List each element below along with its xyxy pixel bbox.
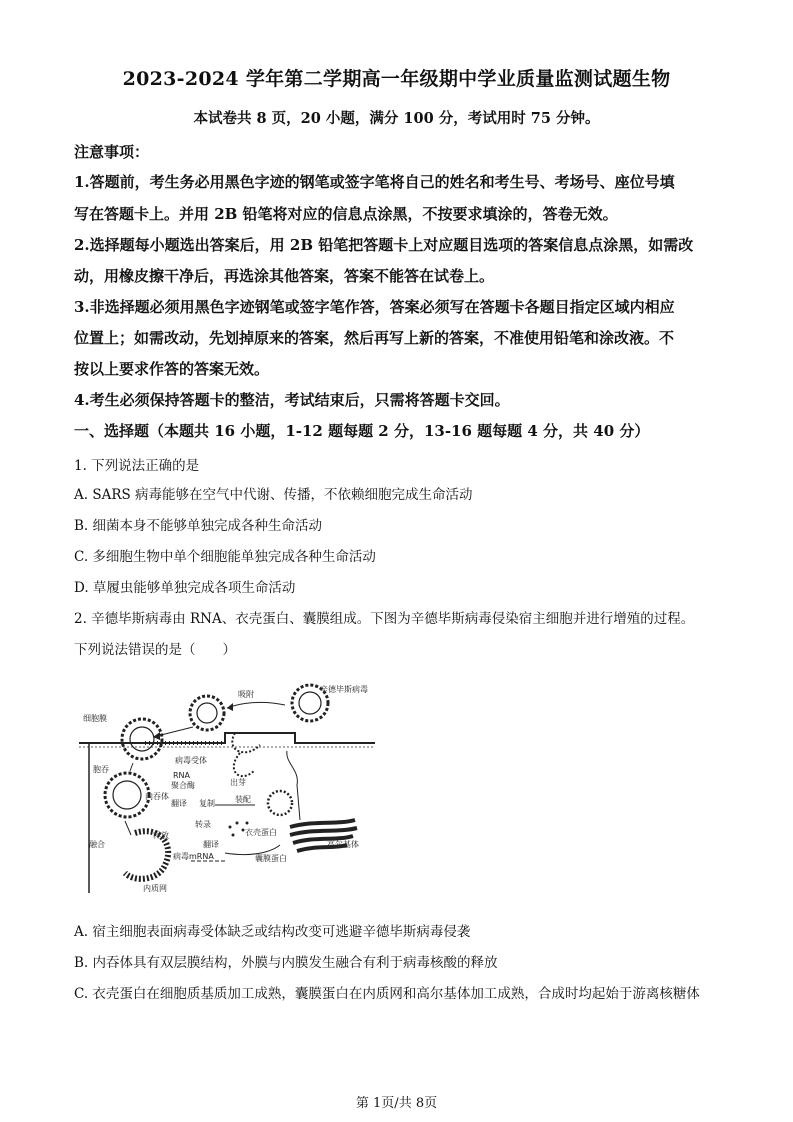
label-fusion: 融合 [89,840,105,849]
label-cell-membrane: 细胞膜 [83,714,107,723]
note-line: 3.非选择题必须用黑色字迹钢笔或签字笔作答，答案必须写在答题卡各题目指定区域内相应 [74,298,675,316]
question-2-stem-cont: 下列说法错误的是（ ） [74,642,236,658]
exam-subtitle: 本试卷共 8 页，20 小题，满分 100 分，考试用时 75 分钟。 [193,110,600,127]
label-endosome: 内吞体 [145,792,169,801]
adsorption-arrow [227,702,285,708]
endocytosis-arrow [130,763,133,771]
label-capsid-protein: 衣壳蛋白 [245,828,277,837]
label-replicase: 聚合酶 [171,781,195,790]
endosome-core-icon [113,781,141,809]
question-2-stem: 2. 辛德毕斯病毒由 RNA、衣壳蛋白、囊膜组成。下图为辛德毕斯病毒侵染宿主细胞并进行增殖的过程。 [74,611,695,627]
note-line: 写在答题卡上。并用 2B 铅笔将对应的信息点涂黑，不按要求填涂的，答卷无效。 [74,205,618,223]
arrowhead-icon [227,703,233,711]
endosome-icon [105,773,149,817]
page-number: 第 1页/共 8页 [355,1096,438,1111]
note-line: 动，用橡皮擦干净后，再选涂其他答案，答案不能答在试卷上。 [74,267,495,285]
note-line: 4.考生必须保持答题卡的整洁，考试结束后，只需将答题卡交回。 [74,391,510,409]
note-line: 按以上要求作答的答案无效。 [74,360,270,378]
virus-adsorbing-core-icon [197,703,217,723]
question-2-option-b: B. 内吞体具有双层膜结构，外膜与内膜发生融合有利于病毒核酸的释放 [74,955,498,971]
label-envelope-protein: 囊膜蛋白 [255,854,287,863]
note-line: 1.答题前，考生务必用黑色字迹的钢笔或签字笔将自己的姓名和考生号、考场号、座位号填 [74,173,675,191]
label-endocytosis: 胞吞 [93,765,109,774]
assembly-vesicle-icon [268,791,292,815]
virus-infection-diagram [75,675,400,897]
question-1-option-a: A. SARS 病毒能够在空气中代谢、传播，不依赖细胞完成生命活动 [74,487,473,503]
label-transcription: 转录 [195,820,211,829]
note-line: 位置上；如需改动，先划掉原来的答案，然后再写上新的答案，不准使用铅笔和涂改液。不 [74,329,675,347]
virus-membrane-icon [122,719,162,759]
exam-title: 2023-2024 学年第二学期高一年级期中学业质量监测试题生物 [122,68,671,90]
label-receptor: 病毒受体 [175,756,207,765]
budding-path [234,753,255,776]
label-translation-1: 翻译 [171,799,187,808]
label-translation-2: 翻译 [203,840,219,849]
note-line: 2.选择题每小题选出答案后，用 2B 铅笔把答题卡上对应题目选项的答案信息点涂黑，如需改 [74,236,694,254]
label-rna: RNA [173,771,191,780]
budding-virus [232,733,260,752]
label-assembly: 装配 [235,795,251,804]
fusion-arrow [125,821,131,835]
label-adsorption: 吸附 [238,690,254,699]
question-1-option-b: B. 细菌本身不能够单独完成各种生命活动 [74,518,323,534]
label-er: 内质网 [143,884,167,893]
question-1-option-c: C. 多细胞生物中单个细胞能单独完成各种生命活动 [74,549,376,565]
golgi-stack-1 [290,820,355,827]
golgi-arrow [287,751,300,820]
question-1-option-d: D. 草履虫能够单独完成各项生命活动 [74,580,296,596]
label-viral-mrna-top: 病毒mRNA [173,852,214,861]
question-2-option-a: A. 宿主细胞表面病毒受体缺乏或结构改变可逃避辛德毕斯病毒侵袭 [74,924,471,940]
label-budding: 出芽 [230,778,246,787]
question-2-option-c: C. 衣壳蛋白在细胞质基质加工成熟，囊膜蛋白在内质网和高尔基体加工成熟，合成时均起始于游离核糖体 [74,986,700,1002]
virus-core-icon [299,692,321,714]
section-heading: 一、选择题（本题共 16 小题，1-12 题每题 2 分，13-16 题每题 4 分，共 40 分） [74,422,650,440]
label-virus: 辛德毕斯病毒 [320,685,368,694]
virus-adsorbing-icon [190,696,224,730]
golgi-stack-2 [290,828,357,835]
notes-heading: 注意事项： [74,143,150,161]
question-1-stem: 1. 下列说法正确的是 [74,458,200,474]
label-replication: 复制 [199,799,215,808]
label-release: 释放 [153,831,169,840]
label-golgi: 高尔基体 [327,840,359,849]
virus-membrane-core-icon [130,727,154,751]
